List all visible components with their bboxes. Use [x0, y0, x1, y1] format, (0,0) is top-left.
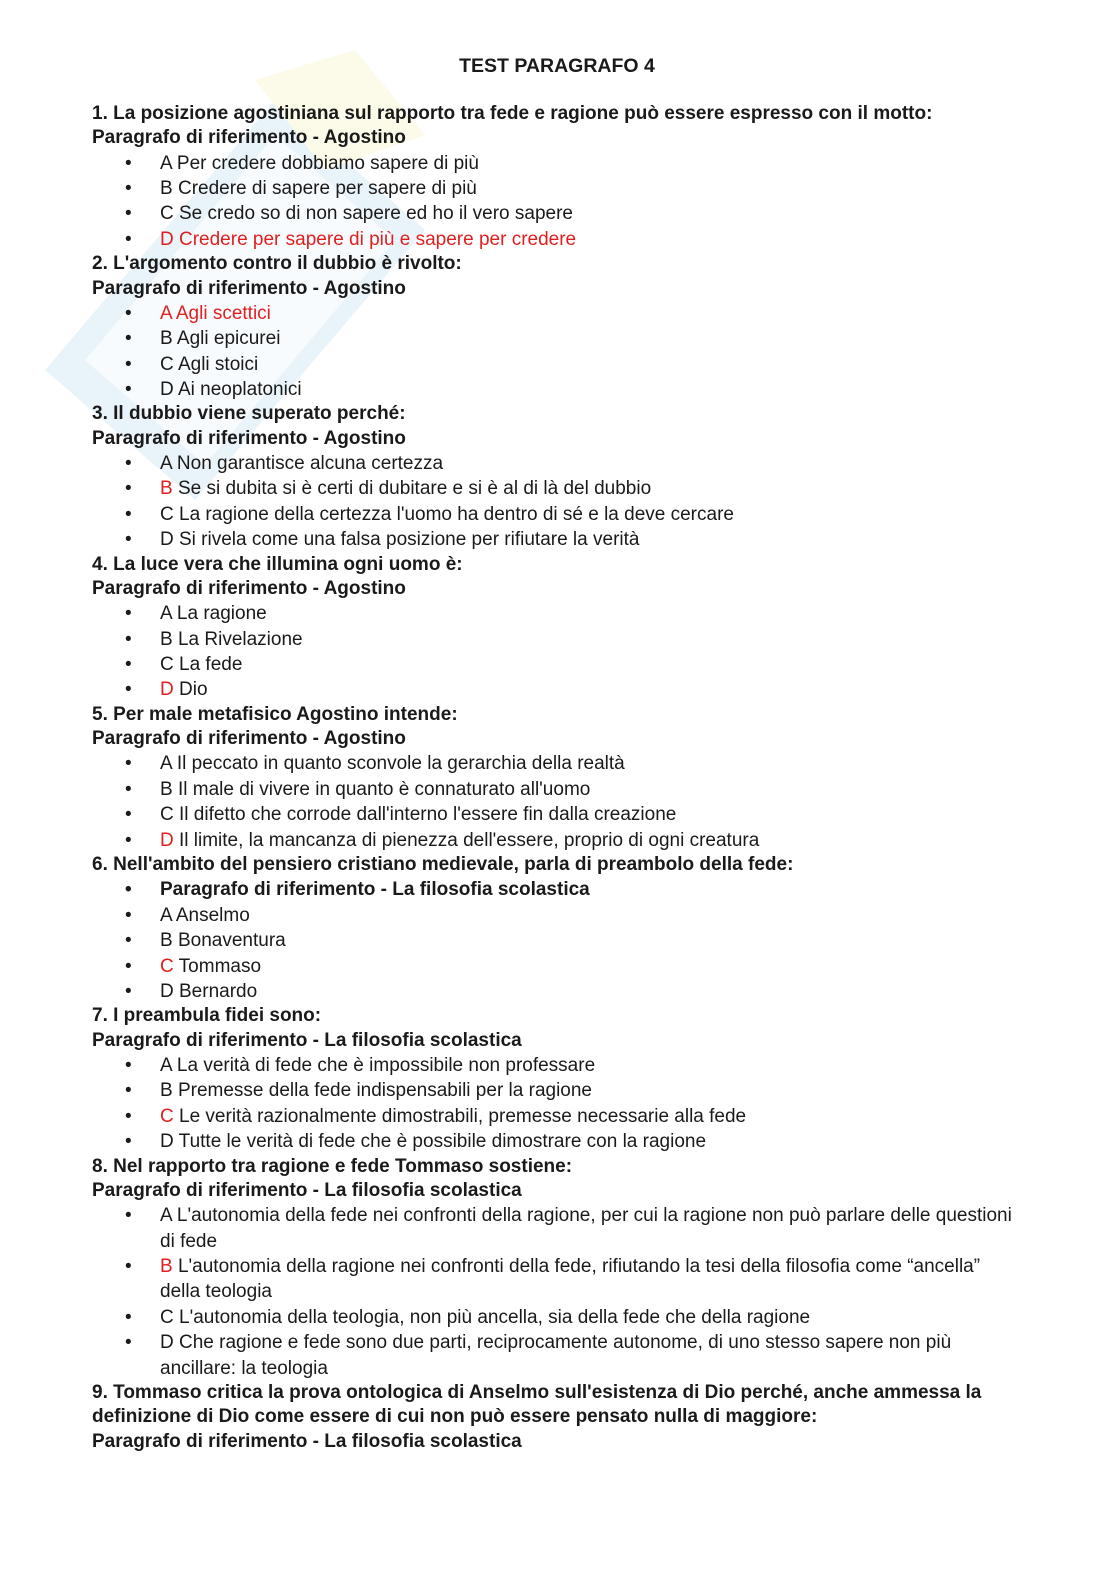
- option-text: Anselmo: [171, 904, 250, 926]
- bullet-icon: •: [125, 228, 132, 250]
- question-text: [92, 703, 1022, 727]
- question-text: [92, 1004, 1022, 1028]
- bullet-icon: •: [125, 1105, 132, 1127]
- option-text: Si rivela come una falsa posizione per rifiutare la verità: [173, 529, 640, 551]
- reference-paragraph: Paragrafo di riferimento - La filosofia scolastica: [92, 1430, 522, 1452]
- bullet-icon: •: [125, 804, 132, 826]
- bullet-icon: •: [125, 955, 132, 977]
- answer-option: [92, 1129, 1022, 1154]
- answer-option: [92, 954, 1022, 979]
- option-letter: A: [160, 152, 172, 174]
- option-letter: B: [160, 1256, 173, 1278]
- answer-option: [92, 652, 1022, 677]
- question-label: L'argomento contro il dubbio è rivolto:: [113, 253, 462, 275]
- question-text: [92, 1155, 1022, 1179]
- option-text: Che ragione e fede sono due parti, reciprocamente autonome, di uno stesso sapere non più ancillare: la teologia: [160, 1332, 952, 1379]
- option-text: Bernardo: [173, 981, 258, 1003]
- option-text: D Credere per sapere di più e sapere per credere: [160, 228, 577, 250]
- bullet-icon: •: [125, 178, 132, 199]
- question-label: La luce vera che illumina ogni uomo è:: [113, 553, 463, 575]
- answer-option: [92, 476, 1022, 501]
- reference-paragraph: Paragrafo di riferimento - La filosofia scolastica: [92, 1179, 522, 1201]
- option-letter: C: [160, 503, 174, 525]
- option-text: Agli epicurei: [172, 328, 281, 350]
- question-label: Tommaso critica la prova ontologica di Anselmo sull'esistenza di Dio perché, anche ammessa la definizione di Dio come essere di cui non può essere pensato nulla di maggiore:: [92, 1382, 982, 1428]
- option-letter: A: [160, 603, 172, 625]
- question-list: [92, 102, 1022, 1454]
- reference-paragraph: Paragrafo di riferimento - Agostino: [92, 728, 406, 750]
- option-text: Premesse della fede indispensabili per la ragione: [172, 1080, 592, 1102]
- option-letter: B: [160, 778, 173, 800]
- option-letter: B: [160, 328, 173, 350]
- option-text: Il peccato in quanto sconvole la gerarchia della realtà: [171, 753, 625, 775]
- bullet-icon: •: [125, 529, 132, 551]
- bullet-icon: •: [125, 203, 132, 225]
- question-text: [92, 853, 1022, 877]
- option-text: La ragione: [171, 603, 267, 625]
- option-text: Il difetto che corrode dall'interno l'essere fin dalla creazione: [173, 804, 677, 826]
- bullet-icon: •: [125, 829, 132, 851]
- question-label: I preambula fidei sono:: [113, 1005, 322, 1027]
- bullet-icon: •: [125, 778, 132, 800]
- option-text: La verità di fede che è impossibile non professare: [171, 1055, 596, 1077]
- option-letter: C: [160, 804, 174, 826]
- answer-option: [92, 201, 1022, 226]
- bullet-icon: •: [125, 679, 132, 701]
- answer-option: [92, 176, 1022, 201]
- option-letter: D: [160, 981, 174, 1003]
- option-list: [92, 1203, 1022, 1381]
- answer-option: [92, 802, 1022, 827]
- option-list: [92, 301, 1022, 403]
- option-letter: D: [160, 1332, 174, 1354]
- answer-option: [92, 1305, 1022, 1330]
- bullet-icon: •: [125, 1055, 132, 1077]
- answer-option: [92, 1053, 1022, 1078]
- question-label: Per male metafisico Agostino intende:: [113, 703, 458, 725]
- option-text: Tommaso: [173, 955, 262, 977]
- option-letter: B: [160, 178, 173, 199]
- option-letter: A: [160, 1055, 172, 1077]
- answer-option: [92, 527, 1022, 552]
- bullet-icon: •: [125, 328, 132, 350]
- option-text: Non garantisce alcuna certezza: [171, 453, 444, 475]
- answer-option: [92, 1078, 1022, 1103]
- page-title: TEST PARAGRAFO 4: [459, 55, 655, 77]
- bullet-icon: •: [125, 453, 132, 475]
- answer-option: [92, 502, 1022, 527]
- option-text: La Rivelazione: [172, 628, 303, 650]
- answer-option: [92, 1203, 1022, 1254]
- option-text: Le verità razionalmente dimostrabili, premesse necessarie alla fede: [173, 1105, 747, 1127]
- question-text: [92, 402, 1022, 426]
- option-text: Credere di sapere per sapere di più: [172, 178, 477, 199]
- document-page: [92, 52, 1022, 1454]
- option-text: Agli stoici: [173, 353, 259, 375]
- question-text: [92, 1381, 1022, 1430]
- answer-option: [92, 451, 1022, 476]
- bullet-icon: •: [125, 379, 132, 401]
- option-letter: D: [160, 529, 174, 551]
- reference-paragraph: Paragrafo di riferimento - Agostino: [92, 427, 406, 449]
- bullet-icon: •: [125, 654, 132, 676]
- option-letter: C: [160, 353, 174, 375]
- option-text: La fede: [173, 654, 243, 676]
- option-letter: A: [160, 1205, 172, 1227]
- question-label: Nel rapporto tra ragione e fede Tommaso sostiene:: [113, 1155, 573, 1177]
- option-letter: C: [160, 203, 174, 225]
- option-letter: B: [160, 1080, 173, 1102]
- question-text: [92, 252, 1022, 276]
- question-number: 8.: [92, 1155, 114, 1177]
- option-text: A Agli scettici: [160, 302, 271, 324]
- option-letter: B: [160, 478, 173, 500]
- option-list: [92, 751, 1022, 853]
- bullet-icon: •: [125, 1256, 132, 1278]
- answer-option: [92, 1104, 1022, 1129]
- answer-option: [92, 151, 1022, 176]
- option-text: L'autonomia della fede nei confronti della ragione, per cui la ragione non può parlare delle questioni di fede: [160, 1205, 1012, 1252]
- option-text: L'autonomia della ragione nei confronti della fede, rifiutando la tesi della filosofia come “ancella” della teologia: [160, 1256, 981, 1303]
- answer-option: [92, 751, 1022, 776]
- option-letter: D: [160, 829, 174, 851]
- reference-paragraph: Paragrafo di riferimento - Agostino: [92, 127, 406, 149]
- option-list: [92, 451, 1022, 553]
- bullet-icon: •: [125, 753, 132, 775]
- bullet-icon: •: [125, 1332, 132, 1354]
- question-number: 1.: [92, 103, 114, 124]
- option-letter: A: [160, 753, 172, 775]
- option-text: Bonaventura: [172, 930, 286, 952]
- answer-option: [92, 601, 1022, 626]
- option-text: L'autonomia della teologia, non più ancella, sia della fede che della ragione: [173, 1306, 811, 1328]
- bullet-icon: •: [125, 478, 132, 500]
- answer-option: [92, 301, 1022, 326]
- bullet-icon: •: [125, 981, 132, 1003]
- bullet-icon: •: [125, 603, 132, 625]
- reference-paragraph: Paragrafo di riferimento - La filosofia scolastica: [92, 1029, 522, 1051]
- bullet-icon: •: [125, 1131, 132, 1153]
- option-letter: B: [160, 930, 173, 952]
- option-letter: D: [160, 679, 174, 701]
- question-number: 3.: [92, 403, 114, 425]
- option-letter: C: [160, 654, 174, 676]
- option-text: Tutte le verità di fede che è possibile dimostrare con la ragione: [173, 1131, 707, 1153]
- option-text: Il limite, la mancanza di pienezza dell'essere, proprio di ogni creatura: [173, 829, 760, 851]
- bullet-icon: •: [125, 879, 132, 901]
- question-text: [92, 102, 1022, 126]
- bullet-icon: •: [125, 152, 132, 174]
- option-text: Ai neoplatonici: [173, 379, 302, 401]
- answer-option: [92, 377, 1022, 402]
- question-label: Il dubbio viene superato perché:: [113, 403, 406, 425]
- option-list: [92, 151, 1022, 253]
- question-text: [92, 553, 1022, 577]
- option-letter: C: [160, 955, 174, 977]
- option-list: [92, 1053, 1022, 1155]
- answer-option: [92, 677, 1022, 702]
- option-list: [92, 877, 1022, 1004]
- option-text: Il male di vivere in quanto è connaturato all'uomo: [172, 778, 591, 800]
- reference-label: Paragrafo di riferimento - La filosofia scolastica: [160, 879, 590, 901]
- option-list: [92, 601, 1022, 703]
- bullet-icon: •: [125, 1080, 132, 1102]
- question-label: La posizione agostiniana sul rapporto tra fede e ragione può essere espresso con il motto:: [113, 103, 933, 124]
- answer-option: [92, 928, 1022, 953]
- question-number: 6.: [92, 854, 114, 876]
- option-letter: A: [160, 453, 172, 475]
- question-number: 4.: [92, 553, 114, 575]
- option-letter: D: [160, 1131, 174, 1153]
- option-text: Dio: [173, 679, 208, 701]
- bullet-icon: •: [125, 1306, 132, 1328]
- option-letter: C: [160, 1306, 174, 1328]
- option-text: La ragione della certezza l'uomo ha dentro di sé e la deve cercare: [173, 503, 734, 525]
- reference-paragraph: Paragrafo di riferimento - Agostino: [92, 277, 406, 299]
- answer-option: [92, 777, 1022, 802]
- answer-option: [92, 979, 1022, 1004]
- bullet-icon: •: [125, 503, 132, 525]
- question-label: Nell'ambito del pensiero cristiano medievale, parla di preambolo della fede:: [113, 854, 794, 876]
- answer-option: [92, 1254, 1022, 1305]
- question-number: 2.: [92, 253, 114, 275]
- answer-option: [92, 627, 1022, 652]
- reference-paragraph: Paragrafo di riferimento - Agostino: [92, 577, 406, 599]
- answer-option: [92, 1330, 1022, 1381]
- bullet-icon: •: [125, 904, 132, 926]
- question-number: 7.: [92, 1005, 114, 1027]
- option-letter: A: [160, 904, 172, 926]
- bullet-icon: •: [125, 1205, 132, 1227]
- option-letter: B: [160, 628, 173, 650]
- question-number: 9.: [92, 1382, 114, 1404]
- answer-option: [92, 352, 1022, 377]
- answer-option: [92, 326, 1022, 351]
- option-letter: C: [160, 1105, 174, 1127]
- reference-paragraph: [92, 877, 1022, 902]
- bullet-icon: •: [125, 353, 132, 375]
- question-number: 5.: [92, 703, 114, 725]
- option-text: Se credo so di non sapere ed ho il vero sapere: [173, 203, 573, 225]
- option-text: Per credere dobbiamo sapere di più: [171, 152, 479, 174]
- option-text: Se si dubita si è certi di dubitare e si è al di là del dubbio: [172, 478, 652, 500]
- bullet-icon: •: [125, 628, 132, 650]
- answer-option: [92, 227, 1022, 252]
- bullet-icon: •: [125, 930, 132, 952]
- option-letter: D: [160, 379, 174, 401]
- bullet-icon: •: [125, 302, 132, 324]
- answer-option: [92, 903, 1022, 928]
- answer-option: [92, 828, 1022, 853]
